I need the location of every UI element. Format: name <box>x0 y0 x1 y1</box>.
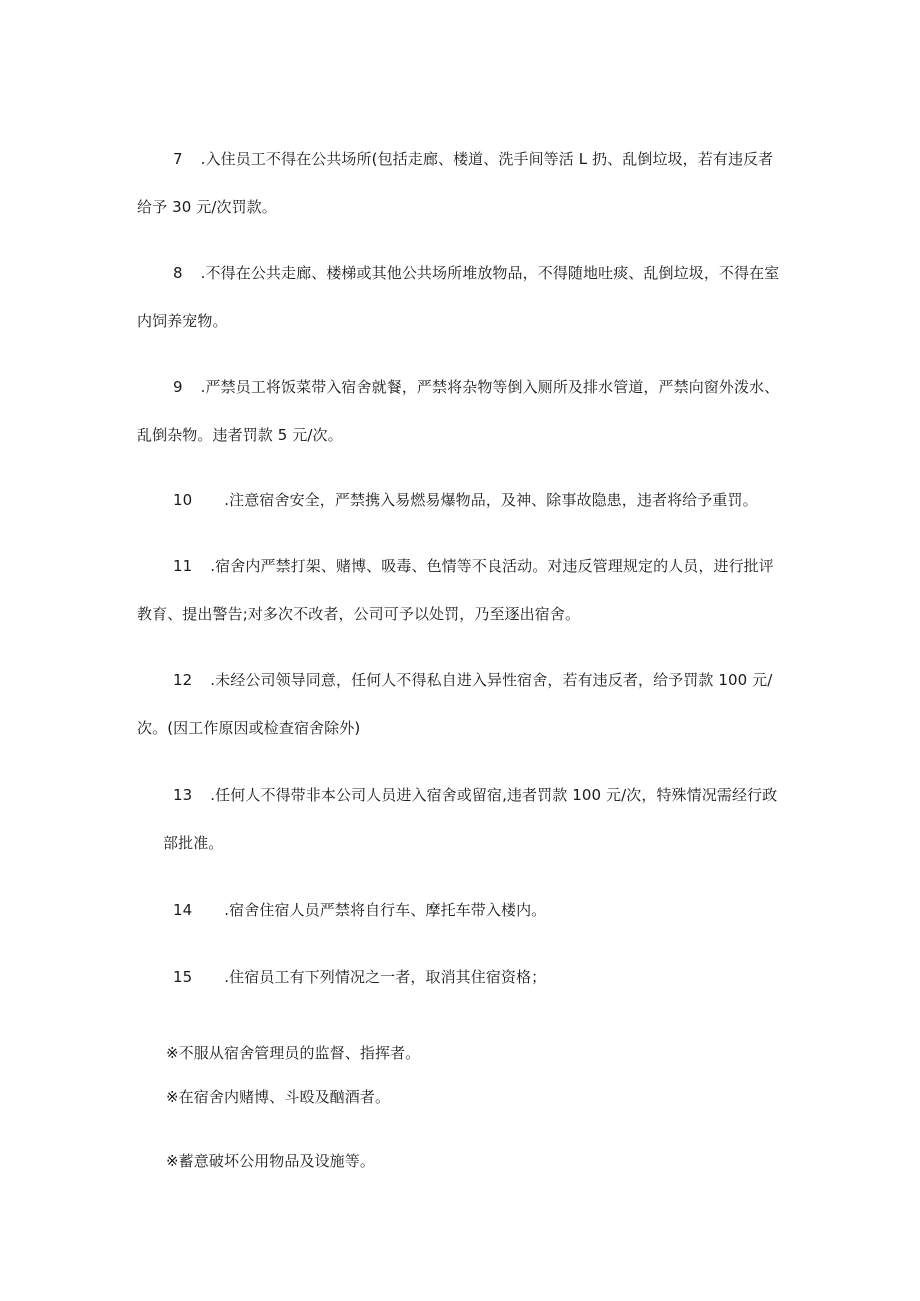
rule-text: .入住员工不得在公共场所(包括走廊、楼道、洗手间等活 L 扔、乱倒垃圾，若有违反者 <box>200 150 774 168</box>
rule-11-line-2: 教育、提出警告;对多次不改者，公司可予以处罚，乃至逐出宿舍。 <box>137 605 581 623</box>
condition-bullet-3: ※蓄意破坏公用物品及设施等。 <box>166 1152 375 1170</box>
rule-14-line-1 <box>173 900 546 920</box>
rule-12-line-1 <box>173 670 772 690</box>
condition-bullet-2: ※在宿舍内赌博、斗殴及酗酒者。 <box>166 1088 391 1106</box>
rule-12-line-2: 次。(因工作原因或检查宿舍除外) <box>137 719 361 737</box>
rule-8-line-1 <box>173 263 779 283</box>
rule-text: .不得在公共走廊、楼梯或其他公共场所堆放物品，不得随地吐痰、乱倒垃圾，不得在室 <box>200 264 780 282</box>
rule-number: 12 <box>173 671 193 689</box>
rule-number: 9 <box>173 378 183 396</box>
rule-number: 8 <box>173 264 183 282</box>
rule-number: 10 <box>173 491 193 509</box>
rule-15-line-1 <box>173 967 546 987</box>
rule-text: .严禁员工将饭菜带入宿舍就餐，严禁将杂物等倒入厕所及排水管道，严禁向窗外泼水、 <box>200 378 780 396</box>
rule-text: .注意宿舍安全，严禁携入易燃易爆物品，及神、除事故隐患，违者将给予重罚。 <box>224 491 758 509</box>
rule-10-line-1 <box>173 490 758 510</box>
rule-13-line-1 <box>173 785 777 805</box>
rule-text: .未经公司领导同意，任何人不得私自进入异性宿舍，若有违反者，给予罚款 100 元/ <box>210 671 773 689</box>
rule-7-line-1 <box>173 149 773 169</box>
rule-number: 13 <box>173 786 193 804</box>
rule-13-line-2: 部批准。 <box>163 834 224 852</box>
rule-text: .宿舍住宿人员严禁将自行车、摩托车带入楼内。 <box>224 901 547 919</box>
rule-text: .住宿员工有下列情况之一者，取消其住宿资格； <box>224 968 547 986</box>
rule-number: 11 <box>173 557 193 575</box>
rule-text: .任何人不得带非本公司人员进入宿舍或留宿,违者罚款 100 元/次，特殊情况需经行政 <box>210 786 778 804</box>
rule-number: 14 <box>173 901 193 919</box>
rule-11-line-1 <box>173 556 774 576</box>
rule-number: 7 <box>173 150 183 168</box>
rule-9-line-2: 乱倒杂物。违者罚款 5 元/次。 <box>137 426 343 444</box>
condition-bullet-1: ※不服从宿舍管理员的监督、指挥者。 <box>166 1044 421 1062</box>
rule-9-line-1 <box>173 377 779 397</box>
rule-7-line-2: 给予 30 元/次罚款。 <box>137 198 277 216</box>
rule-number: 15 <box>173 968 193 986</box>
rule-8-line-2: 内饲养宠物。 <box>137 312 228 330</box>
rule-text: .宿舍内严禁打架、赌博、吸毒、色情等不良活动。对违反管理规定的人员，进行批评 <box>210 557 774 575</box>
